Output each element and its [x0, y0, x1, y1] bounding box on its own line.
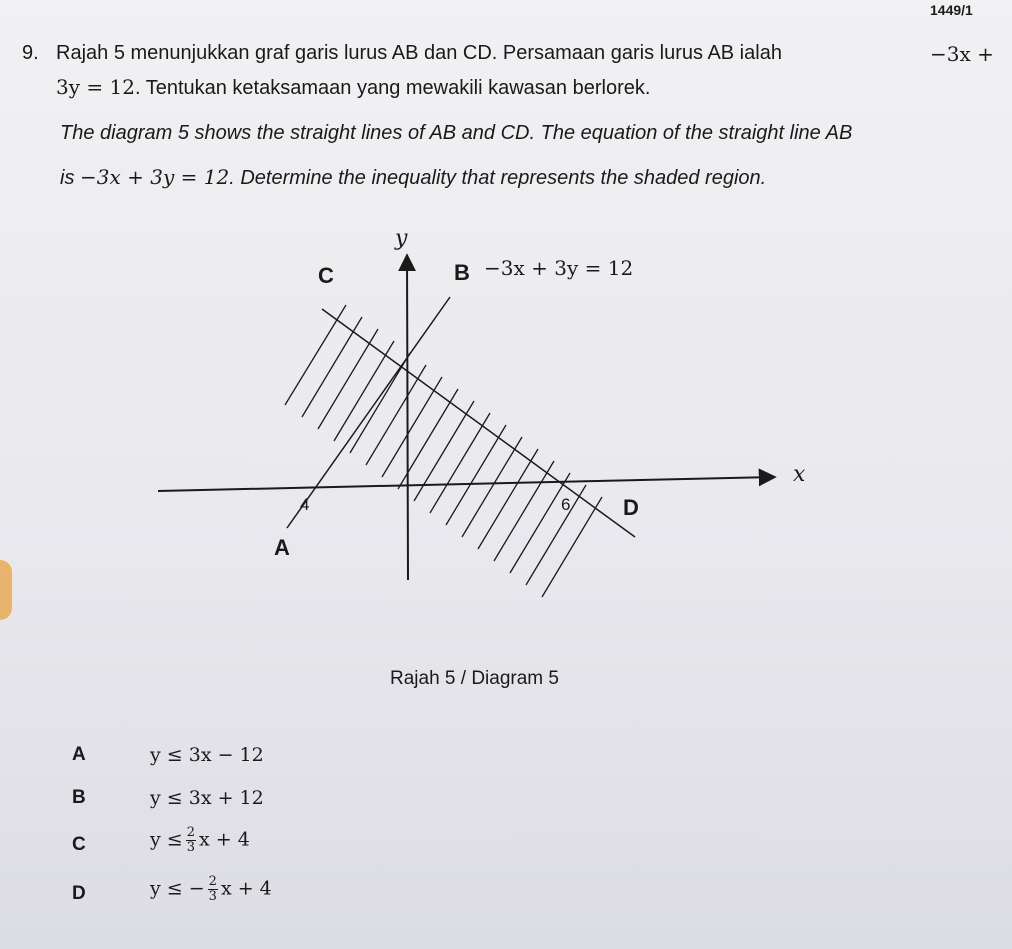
option-C-denominator: 3	[186, 840, 195, 855]
option-A-letter: A	[72, 744, 86, 765]
hatch-line	[510, 473, 570, 573]
option-D-suffix: x + 4	[220, 877, 272, 900]
y-axis-label: y	[395, 226, 408, 251]
hatch-line	[430, 413, 490, 513]
option-D-prefix: y ≤ −	[150, 877, 205, 900]
x-intercept-minus4-label: 4	[300, 495, 310, 514]
option-B-letter: B	[72, 787, 86, 808]
x-intercept-6-label: 6	[561, 495, 571, 514]
x-axis	[158, 477, 775, 491]
hatch-line	[382, 377, 442, 477]
hatch-line	[302, 317, 362, 417]
option-C-numerator: 2	[186, 825, 195, 840]
malay-line-1: Rajah 5 menunjukkan graf garis lurus AB dan CD. Persamaan garis lurus AB ialah	[56, 42, 782, 64]
label-A: A	[274, 535, 290, 560]
question-number: 9.	[22, 42, 39, 64]
english-equation: −3x + 3y = 12	[80, 165, 230, 189]
option-C-letter: C	[72, 834, 86, 855]
shaded-region-hatching	[285, 305, 602, 597]
option-D-letter: D	[72, 883, 86, 904]
malay-line-2-rest: . Tentukan ketaksamaan yang mewakili kawasan berlorek.	[134, 77, 651, 99]
malay-line-2	[56, 75, 650, 100]
english-line-2-rest: . Determine the inequality that represents the shaded region.	[229, 167, 767, 189]
malay-equation: 3y = 12	[56, 75, 135, 99]
option-D-numerator: 2	[208, 874, 217, 889]
paper-code: 1449/1	[930, 2, 973, 18]
line-AB	[287, 297, 450, 528]
label-D: D	[623, 495, 639, 520]
option-C-prefix: y ≤	[150, 828, 183, 851]
option-A-expression: y ≤ 3x − 12	[150, 744, 264, 766]
option-C-suffix: x + 4	[198, 828, 250, 851]
english-prefix: is	[60, 167, 75, 189]
hatch-line	[478, 449, 538, 549]
x-axis-label: x	[793, 462, 806, 487]
english-line-1: The diagram 5 shows the straight lines of AB and CD. The equation of the straight line AB	[60, 122, 853, 144]
hatch-line	[462, 437, 522, 537]
equation-label: −3x + 3y = 12	[484, 256, 634, 280]
option-D-fraction	[208, 875, 218, 904]
hatch-line	[526, 485, 586, 585]
hatch-line	[414, 401, 474, 501]
label-B: B	[454, 260, 470, 285]
hatch-line	[542, 497, 602, 597]
hatch-line	[446, 425, 506, 525]
option-D-denominator: 3	[208, 889, 217, 904]
hatch-line	[285, 305, 346, 405]
option-C-fraction	[186, 826, 196, 855]
hatch-line	[334, 341, 394, 441]
hatch-line	[350, 353, 410, 453]
option-B-expression: y ≤ 3x + 12	[150, 787, 264, 809]
option-D-expression	[150, 875, 272, 904]
malay-line-1-equation: −3x +	[930, 42, 994, 66]
english-line-2	[60, 165, 766, 190]
finger-shadow	[0, 560, 12, 620]
diagram-caption: Rajah 5 / Diagram 5	[390, 668, 559, 689]
graph-diagram	[150, 225, 850, 615]
hatch-line	[318, 329, 378, 429]
y-axis	[407, 255, 408, 580]
label-C: C	[318, 263, 334, 288]
hatch-line	[494, 461, 554, 561]
hatch-line	[366, 365, 426, 465]
option-C-expression	[150, 826, 250, 855]
